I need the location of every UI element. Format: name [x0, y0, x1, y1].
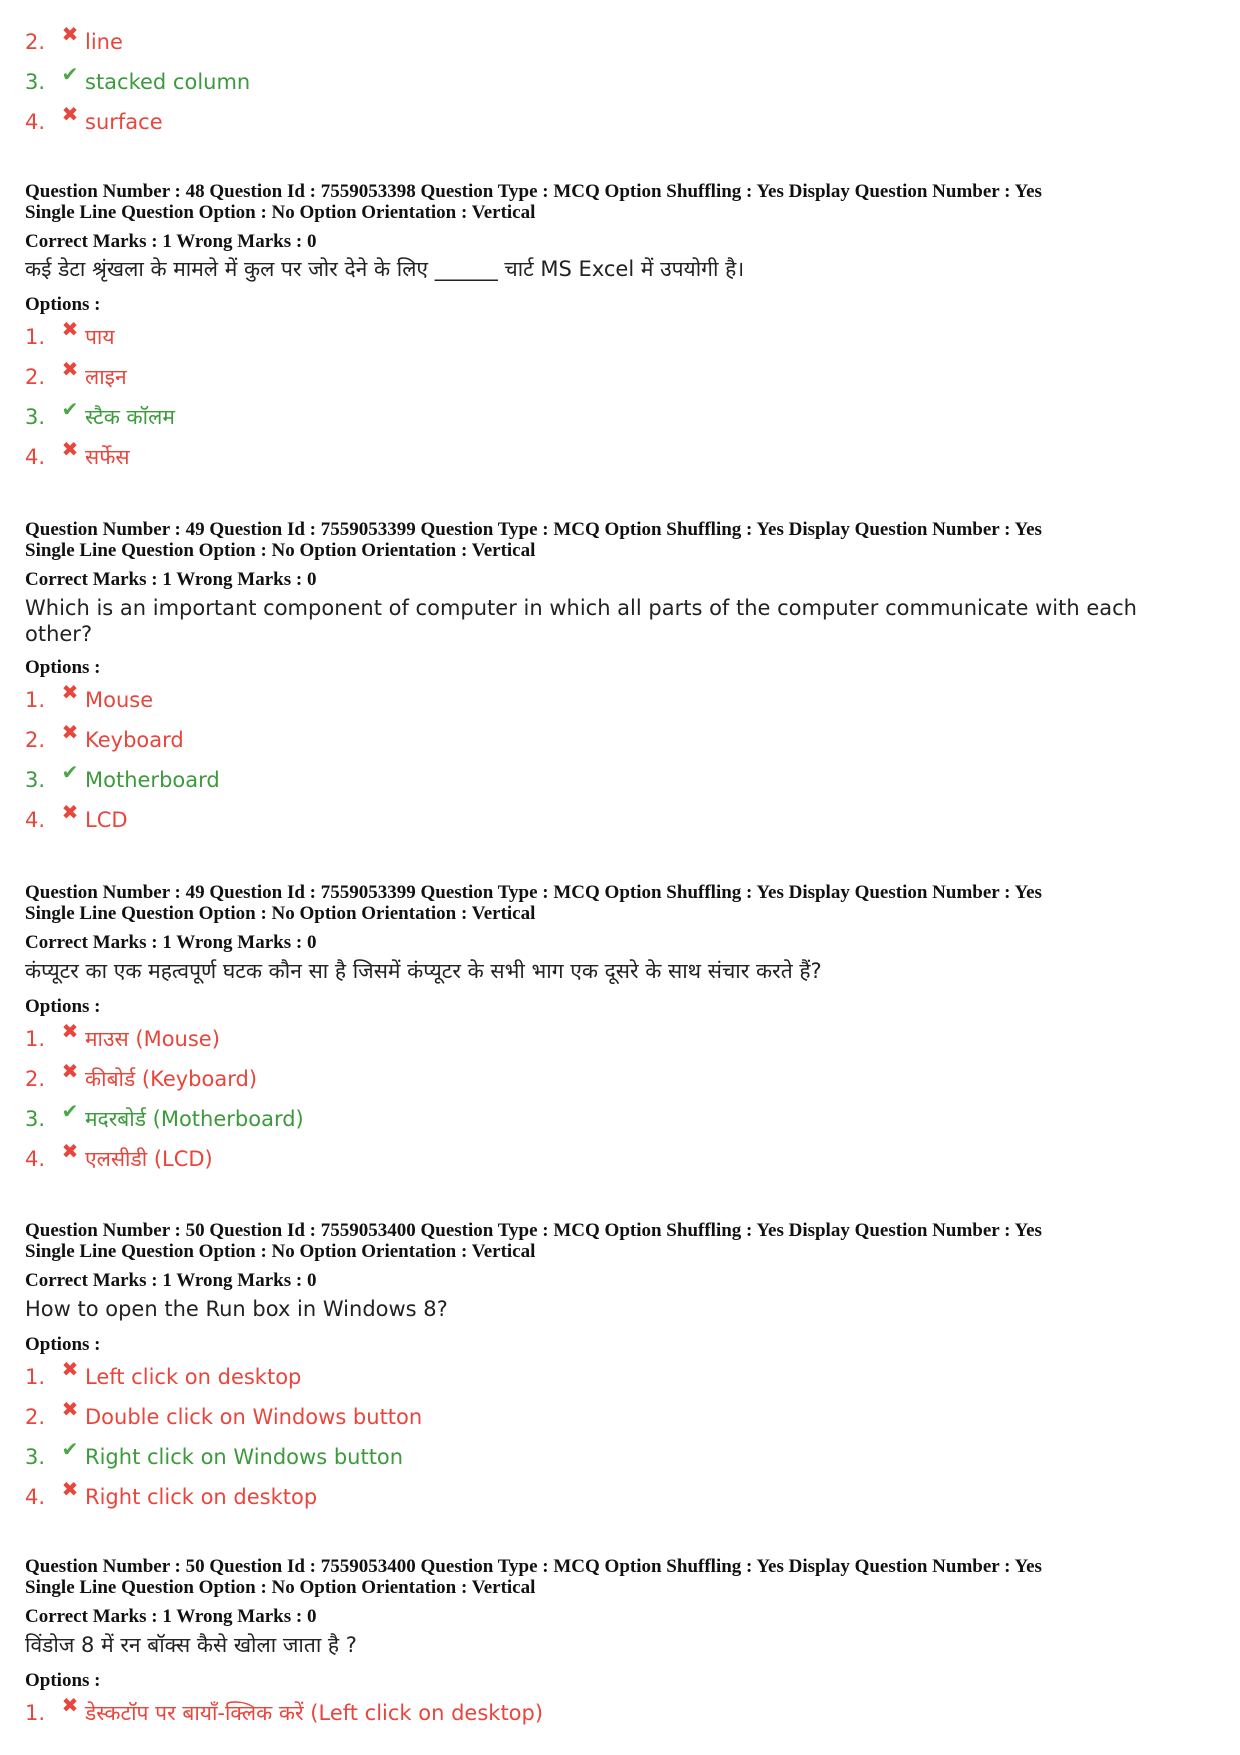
correct-mark-icon: ✔: [61, 760, 79, 784]
question-text: विंडोज 8 में रन बॉक्स कैसे खोला जाता है ?: [25, 1633, 357, 1657]
option-text: Double click on Windows button: [85, 1405, 423, 1429]
option-row: [25, 1398, 422, 1436]
wrong-mark-icon: ✖: [61, 1019, 79, 1043]
option-number: 2.: [25, 365, 46, 389]
question-meta-2: Single Line Question Option : No Option Orientation : Vertical: [25, 903, 536, 924]
question-marks: Correct Marks : 1 Wrong Marks : 0: [25, 569, 317, 590]
option-number: 2.: [25, 1067, 46, 1091]
question-meta: Question Number : 49 Question Id : 7559053399 Question Type : MCQ Option Shuffling : Yes Display Question Number : Yes: [25, 519, 1042, 540]
option-text: Left click on desktop: [85, 1365, 302, 1389]
option-row: [25, 1100, 304, 1138]
question-marks: Correct Marks : 1 Wrong Marks : 0: [25, 932, 317, 953]
option-number: 1.: [25, 688, 46, 712]
question-meta: Question Number : 48 Question Id : 7559053398 Question Type : MCQ Option Shuffling : Yes Display Question Number : Yes: [25, 181, 1042, 202]
question-text: कंप्यूटर का एक महत्वपूर्ण घटक कौन सा है जिसमें कंप्यूटर के सभी भाग एक दूसरे के साथ संचार करते हैं?: [25, 959, 822, 983]
options-label: Options :: [25, 996, 101, 1017]
option-number: 4.: [25, 1485, 46, 1509]
option-row: [25, 398, 175, 436]
option-row: [25, 721, 184, 759]
option-text: Right click on desktop: [85, 1485, 318, 1509]
wrong-mark-icon: ✖: [61, 1139, 79, 1163]
option-row: [25, 801, 128, 839]
option-number: 4.: [25, 445, 46, 469]
options-label: Options :: [25, 1670, 101, 1691]
option-number: 1.: [25, 325, 46, 349]
question-meta: Question Number : 49 Question Id : 7559053399 Question Type : MCQ Option Shuffling : Yes Display Question Number : Yes: [25, 882, 1042, 903]
option-row: [25, 103, 163, 141]
wrong-mark-icon: ✖: [61, 102, 79, 126]
option-text: Right click on Windows button: [85, 1445, 404, 1469]
option-number: 2.: [25, 30, 46, 54]
question-marks: Correct Marks : 1 Wrong Marks : 0: [25, 231, 317, 252]
option-number: 2.: [25, 1405, 46, 1429]
option-text: surface: [85, 110, 163, 134]
option-number: 3.: [25, 70, 46, 94]
option-row: [25, 1694, 543, 1732]
wrong-mark-icon: ✖: [61, 357, 79, 381]
option-row: [25, 1020, 220, 1058]
option-text: Mouse: [85, 688, 154, 712]
wrong-mark-icon: ✖: [61, 680, 79, 704]
option-row: [25, 1140, 213, 1178]
wrong-mark-icon: ✖: [61, 1693, 79, 1717]
wrong-mark-icon: ✖: [61, 1059, 79, 1083]
wrong-mark-icon: ✖: [61, 800, 79, 824]
option-text: stacked column: [85, 70, 251, 94]
question-meta-2: Single Line Question Option : No Option Orientation : Vertical: [25, 1577, 536, 1598]
option-number: 2.: [25, 728, 46, 752]
option-row: [25, 1060, 257, 1098]
correct-mark-icon: ✔: [61, 1437, 79, 1461]
option-number: 3.: [25, 1445, 46, 1469]
wrong-mark-icon: ✖: [61, 720, 79, 744]
correct-mark-icon: ✔: [61, 1099, 79, 1123]
option-row: [25, 1358, 301, 1396]
wrong-mark-icon: ✖: [61, 1397, 79, 1421]
wrong-mark-icon: ✖: [61, 1357, 79, 1381]
question-text: Which is an important component of computer in which all parts of the computer communicate with each other?: [25, 596, 1137, 646]
correct-mark-icon: ✔: [61, 397, 79, 421]
options-label: Options :: [25, 1334, 101, 1355]
option-row: [25, 438, 130, 476]
option-text: एलसीडी (LCD): [85, 1147, 213, 1171]
question-text: How to open the Run box in Windows 8?: [25, 1297, 448, 1321]
option-row: [25, 358, 127, 396]
option-row: [25, 761, 220, 799]
option-number: 4.: [25, 110, 46, 134]
correct-mark-icon: ✔: [61, 62, 79, 86]
option-text: माउस (Mouse): [85, 1027, 220, 1051]
option-number: 3.: [25, 405, 46, 429]
option-text: कीबोर्ड (Keyboard): [85, 1067, 258, 1091]
option-text: सर्फेस: [85, 445, 130, 469]
option-row: [25, 1438, 403, 1476]
option-text: पाय: [85, 325, 115, 349]
option-text: Keyboard: [85, 728, 184, 752]
question-meta-2: Single Line Question Option : No Option Orientation : Vertical: [25, 540, 536, 561]
option-row: [25, 681, 153, 719]
option-text: स्टैक कॉलम: [85, 405, 175, 429]
option-row: [25, 23, 123, 61]
option-number: 3.: [25, 1107, 46, 1131]
question-meta: Question Number : 50 Question Id : 7559053400 Question Type : MCQ Option Shuffling : Yes Display Question Number : Yes: [25, 1556, 1042, 1577]
option-row: [25, 318, 115, 356]
wrong-mark-icon: ✖: [61, 437, 79, 461]
wrong-mark-icon: ✖: [61, 317, 79, 341]
option-text: LCD: [85, 808, 128, 832]
option-text: मदरबोर्ड (Motherboard): [85, 1107, 304, 1131]
option-row: [25, 1478, 317, 1516]
question-meta-2: Single Line Question Option : No Option Orientation : Vertical: [25, 202, 536, 223]
question-meta-2: Single Line Question Option : No Option Orientation : Vertical: [25, 1241, 536, 1262]
option-number: 1.: [25, 1027, 46, 1051]
question-meta: Question Number : 50 Question Id : 7559053400 Question Type : MCQ Option Shuffling : Yes Display Question Number : Yes: [25, 1220, 1042, 1241]
question-text: कई डेटा श्रृंखला के मामले में कुल पर जोर देने के लिए ______ चार्ट MS Excel में उपयोगी है।: [25, 257, 745, 281]
question-marks: Correct Marks : 1 Wrong Marks : 0: [25, 1606, 317, 1627]
option-number: 4.: [25, 1147, 46, 1171]
option-row: [25, 63, 250, 101]
options-label: Options :: [25, 657, 101, 678]
option-number: 3.: [25, 768, 46, 792]
wrong-mark-icon: ✖: [61, 1477, 79, 1501]
option-number: 1.: [25, 1701, 46, 1725]
option-number: 1.: [25, 1365, 46, 1389]
option-text: Motherboard: [85, 768, 220, 792]
option-text: डेस्कटॉप पर बायाँ-क्लिक करें (Left click on desktop): [85, 1701, 544, 1725]
wrong-mark-icon: ✖: [61, 22, 79, 46]
option-text: लाइन: [85, 365, 127, 389]
option-text: line: [85, 30, 123, 54]
option-number: 4.: [25, 808, 46, 832]
question-marks: Correct Marks : 1 Wrong Marks : 0: [25, 1270, 317, 1291]
options-label: Options :: [25, 294, 101, 315]
